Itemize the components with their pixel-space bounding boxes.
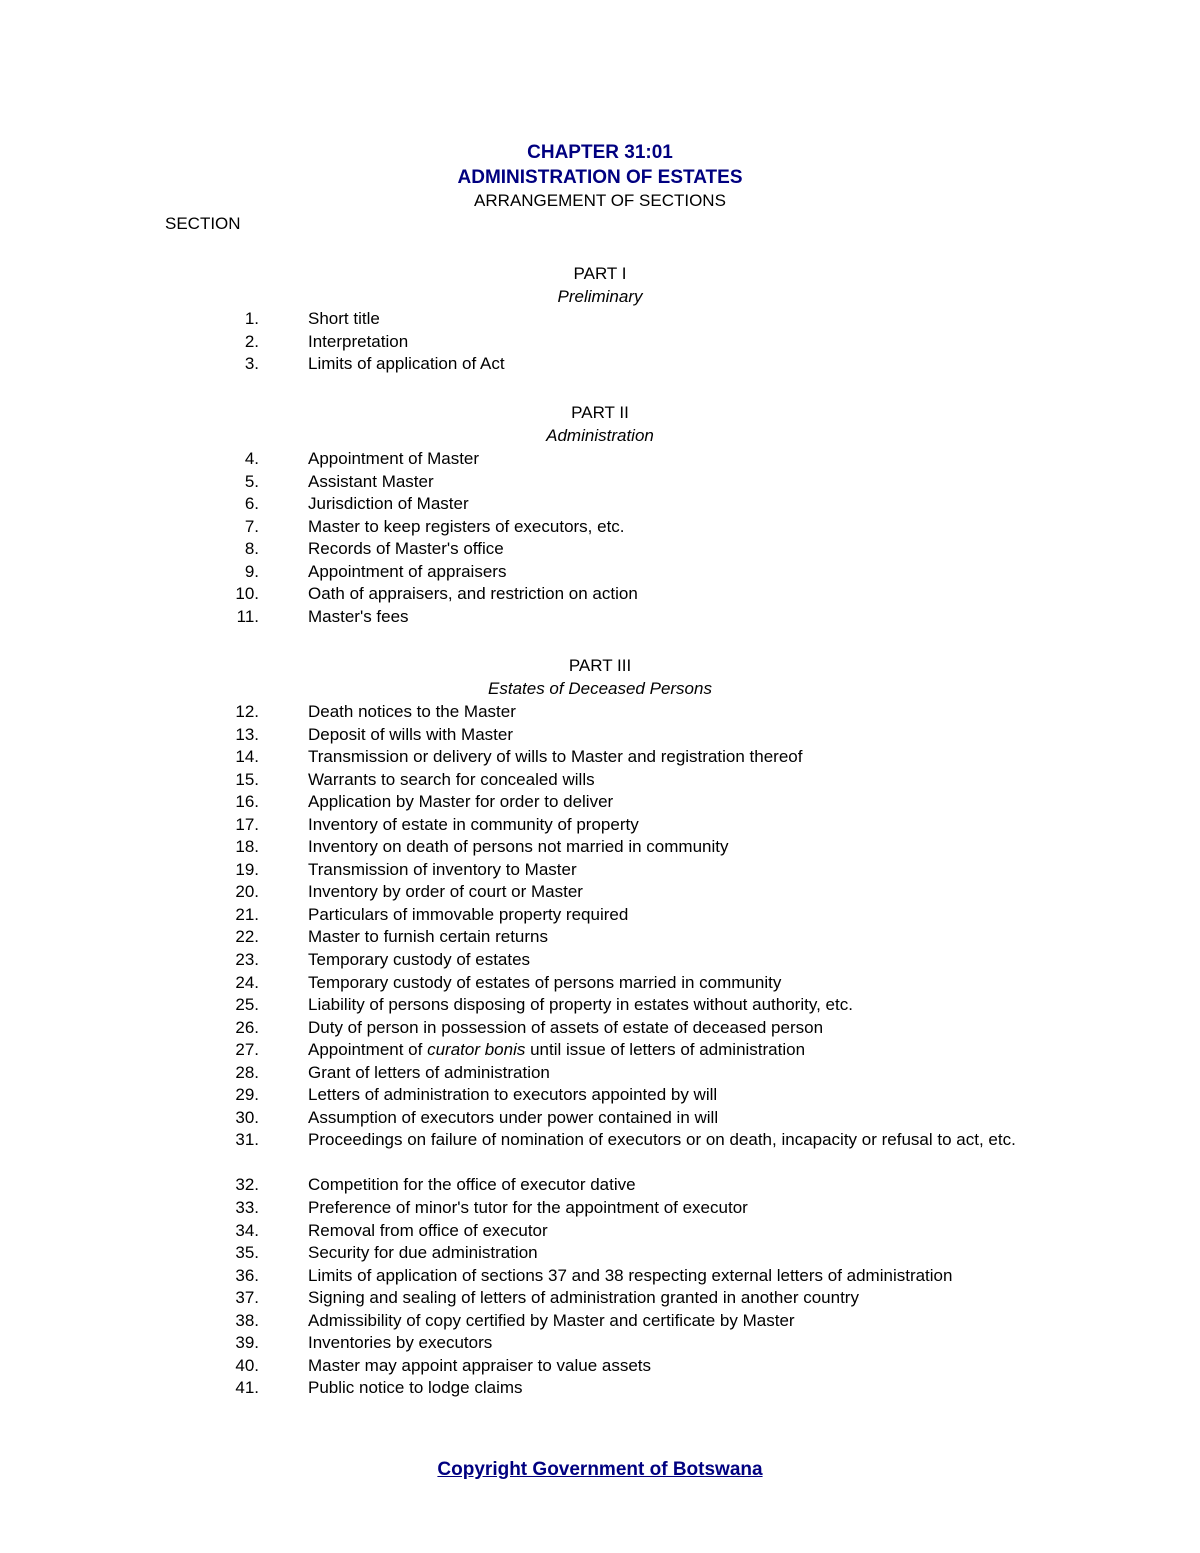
section-row [0,926,1200,949]
section-title: Inventories by executors [308,1333,493,1353]
section-number: 14. [235,747,259,767]
section-number: 31. [235,1130,259,1150]
part-1-title: PART I [573,264,627,283]
section-number: 24. [235,972,259,992]
section-row [0,904,1200,927]
section-row [0,859,1200,882]
section-title: Records of Master's office [308,539,504,559]
section-title: Removal from office of executor [308,1220,548,1240]
section-title: Transmission of inventory to Master [308,859,577,879]
section-number: 20. [235,882,259,902]
section-title: Inventory by order of court or Master [308,882,583,902]
section-number: 11. [236,606,259,626]
section-title: Assumption of executors under power contained in will [308,1107,719,1127]
part-1-section-list [0,308,1200,376]
section-title: Competition for the office of executor dative [308,1175,636,1195]
section-title: Interpretation [308,331,409,351]
section-number: 27. [235,1040,259,1060]
section-row [0,561,1200,584]
section-title: Grant of letters of administration [308,1062,550,1082]
section-title: Appointment of Master [308,449,480,468]
section-title: Temporary custody of estates of persons married in community [308,972,782,992]
section-title: Death notices to the Master [308,702,516,721]
section-title: Proceedings on failure of nomination of executors or on death, incapacity or refusal to act, etc. [308,1130,1016,1150]
section-number: 25. [235,995,259,1015]
section-row [0,1332,1200,1355]
section-number: 5. [244,471,259,491]
part-1-subtitle: Preliminary [557,287,643,306]
section-title: Duty of person in possession of assets of estate of deceased person [308,1017,824,1037]
section-number: 35. [235,1243,259,1263]
section-title: Admissibility of copy certified by Master and certificate by Master [308,1310,795,1330]
section-number: 37. [235,1288,259,1308]
section-row [0,746,1200,769]
section-row [0,836,1200,859]
section-row [0,471,1200,494]
section-number: 8. [244,539,259,559]
section-title: Assistant Master [308,471,434,491]
section-title: Temporary custody of estates [308,950,531,970]
section-row [0,972,1200,995]
section-number: 9. [244,561,259,581]
section-number: 26. [235,1017,259,1037]
section-number: 34. [235,1220,259,1240]
section-title: Liability of persons disposing of property in estates without authority, etc. [308,995,853,1015]
section-row [0,1039,1200,1062]
section-row [0,448,1200,471]
section-number: 15. [235,769,259,789]
section-number: 39. [235,1333,259,1353]
section-title: Preference of minor's tutor for the appointment of executor [308,1198,748,1218]
section-number: 6. [244,494,259,514]
section-row [0,1062,1200,1085]
section-row [0,1174,1200,1197]
section-row [0,1265,1200,1288]
section-number: 17. [235,814,259,834]
section-row [0,516,1200,539]
section-column-label: SECTION [165,214,241,233]
section-title: Signing and sealing of letters of administration granted in another country [308,1288,859,1308]
section-number: 18. [235,837,259,857]
section-number: 30. [235,1107,259,1127]
section-number: 33. [235,1198,259,1218]
section-number: 4. [244,449,259,468]
section-number: 28. [235,1062,259,1082]
act-title: ADMINISTRATION OF ESTATES [457,167,743,188]
copyright-footer [0,1458,1200,1482]
section-row [0,791,1200,814]
section-number: 41. [235,1378,259,1398]
section-title [308,1039,1068,1062]
section-number: 7. [244,516,259,536]
section-title: Security for due administration [308,1243,538,1263]
section-row [0,1355,1200,1378]
section-number: 12. [235,702,259,721]
section-row [0,881,1200,904]
part-3-section-list [0,701,1200,1400]
section-row [0,331,1200,354]
section-title: Master to keep registers of executors, etc. [308,516,625,536]
section-title: Deposit of wills with Master [308,724,514,744]
section-row [0,308,1200,331]
section-number: 10. [235,584,259,604]
section-title: Particulars of immovable property required [308,904,629,924]
section-row [0,1310,1200,1333]
section-number: 19. [235,859,259,879]
section-row [0,1107,1200,1130]
section-title: Limits of application of Act [308,354,505,374]
section-title: Inventory on death of persons not married in community [308,837,729,857]
section-title-part: until issue of letters of administration [525,1040,806,1060]
section-number: 21. [235,904,259,924]
section-row [0,994,1200,1017]
section-row [0,1017,1200,1040]
section-row [0,583,1200,606]
arrangement-heading: ARRANGEMENT OF SECTIONS [474,191,726,210]
section-number: 3. [244,354,259,374]
section-title: Master may appoint appraiser to value assets [308,1355,652,1375]
section-title: Warrants to search for concealed wills [308,769,595,789]
section-title: Letters of administration to executors appointed by will [308,1085,718,1105]
section-number: 22. [235,927,259,947]
section-row [0,724,1200,747]
chapter-number: CHAPTER 31:01 [527,142,673,163]
part-2-title: PART II [571,403,629,422]
section-title: Application by Master for order to deliver [308,792,614,812]
latin-term: curator bonis [427,1040,526,1060]
section-title: Inventory of estate in community of property [308,814,639,834]
section-row [0,353,1200,376]
section-title: Short title [308,309,380,328]
section-title-part: Appointment of [308,1040,428,1060]
section-title: Oath of appraisers, and restriction on action [308,584,638,604]
section-number: 32. [235,1175,259,1195]
part-2-subtitle: Administration [546,426,654,445]
section-row [0,814,1200,837]
part-2-section-list [0,448,1200,628]
part-3-subtitle: Estates of Deceased Persons [488,679,712,698]
section-row [0,701,1200,724]
section-number: 36. [235,1265,259,1285]
section-row [0,1129,1200,1174]
section-title: Master to furnish certain returns [308,927,548,947]
section-row [0,949,1200,972]
section-number: 40. [235,1355,259,1375]
section-title: Jurisdiction of Master [308,494,469,514]
section-title: Public notice to lodge claims [308,1378,523,1398]
section-number: 2. [244,331,259,351]
copyright-link[interactable]: Copyright Government of Botswana [437,1459,763,1480]
section-row [0,493,1200,516]
section-title: Limits of application of sections 37 and 38 respecting external letters of administration [308,1265,953,1285]
section-row [0,606,1200,629]
section-number: 13. [235,724,259,744]
section-number: 1. [244,309,259,328]
section-row [0,1287,1200,1310]
section-title: Transmission or delivery of wills to Master and registration thereof [308,747,803,767]
section-row [0,1220,1200,1243]
section-number: 23. [235,950,259,970]
section-number: 38. [235,1310,259,1330]
section-number: 29. [235,1085,259,1105]
section-title: Appointment of appraisers [308,561,507,581]
part-3-title: PART III [568,656,632,675]
section-row [0,769,1200,792]
section-row [0,1377,1200,1400]
section-row [0,538,1200,561]
section-row [0,1084,1200,1107]
section-title: Master's fees [308,606,409,626]
section-row [0,1197,1200,1220]
section-row [0,1242,1200,1265]
section-number: 16. [235,792,259,812]
